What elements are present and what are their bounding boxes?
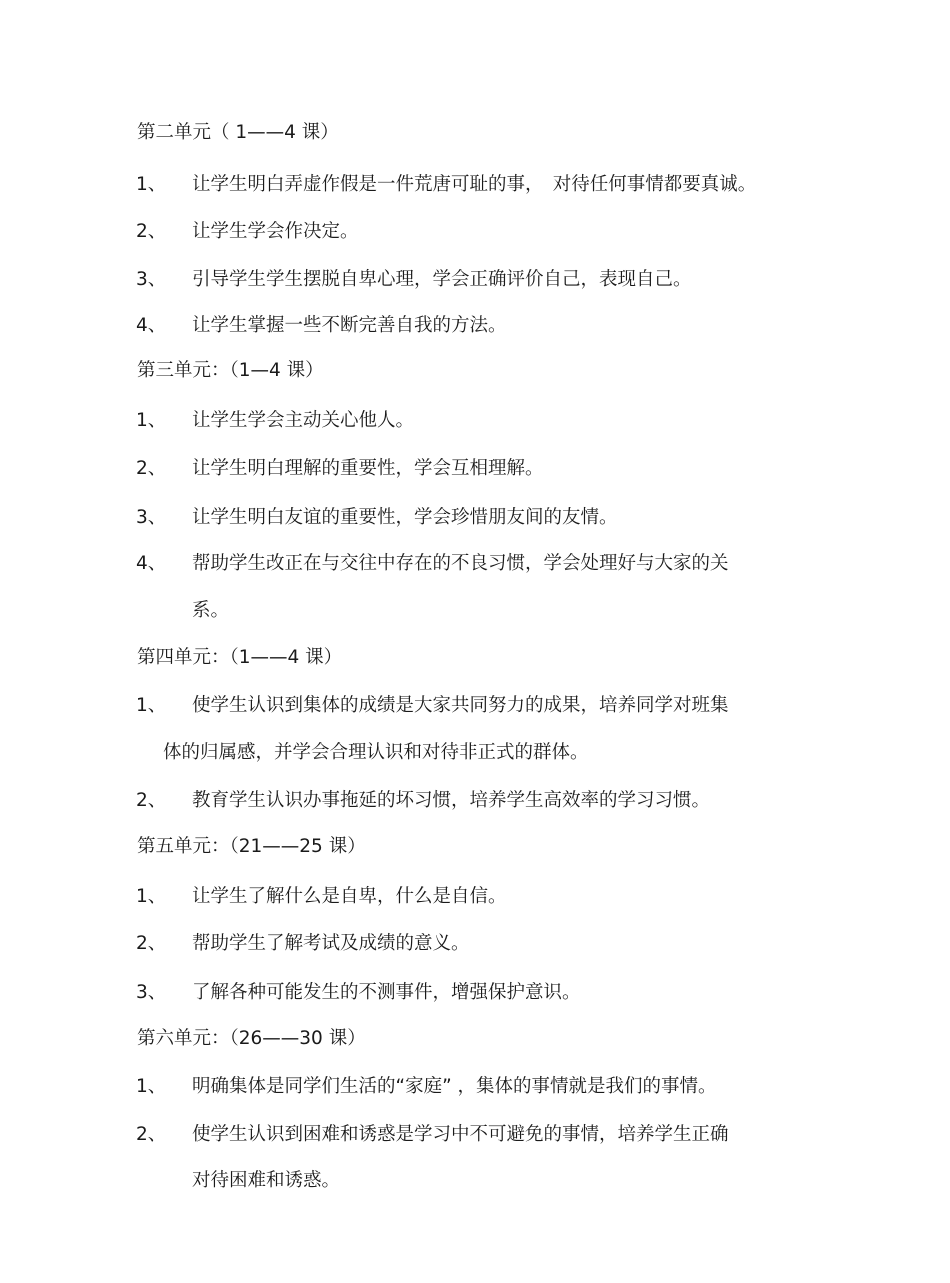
item-text: 明确集体是同学们生活的“家庭” ，集体的事情就是我们的事情。 (192, 1076, 717, 1097)
list-item (0, 691, 950, 721)
list-item (0, 406, 950, 436)
item-text: 使学生认识到困难和诱惑是学习中不可避免的事情，培养学生正确 (192, 1124, 729, 1145)
item-text-continued: 体的归属感，并学会合理认识和对待非正式的群体。 (163, 742, 589, 763)
item-text: 让学生了解什么是自卑，什么是自信。 (192, 886, 507, 907)
item-number: 2、 (136, 1124, 167, 1145)
list-item (0, 1072, 950, 1102)
list-item (0, 1120, 950, 1150)
item-text-continued: 对待困难和诱惑。 (192, 1170, 341, 1191)
item-text: 教育学生认识办事拖延的坏习惯，培养学生高效率的学习习惯。 (192, 790, 711, 811)
list-item (0, 265, 950, 295)
section-heading: 第四单元：（1——4 课） (137, 647, 343, 668)
list-item-continuation (0, 1166, 950, 1196)
list-item-continuation (0, 738, 950, 768)
item-number: 3、 (136, 982, 167, 1003)
item-number: 1、 (136, 695, 167, 716)
item-text: 使学生认识到集体的成绩是大家共同努力的成果，培养同学对班集 (192, 695, 729, 716)
item-number: 3、 (136, 269, 167, 290)
item-number: 2、 (136, 458, 167, 479)
item-text: 让学生学会主动关心他人。 (192, 410, 415, 431)
item-number: 3、 (136, 507, 167, 528)
list-item (0, 978, 950, 1008)
item-number: 1、 (136, 410, 167, 431)
item-number: 2、 (136, 933, 167, 954)
item-number: 1、 (136, 174, 167, 195)
list-item (0, 503, 950, 533)
section-heading: 第五单元：（21——25 课） (137, 836, 366, 857)
item-text: 让学生明白理解的重要性，学会互相理解。 (192, 458, 544, 479)
item-number: 4、 (136, 315, 167, 336)
item-text: 让学生明白友谊的重要性，学会珍惜朋友间的友情。 (192, 507, 618, 528)
list-item-continuation (0, 596, 950, 626)
list-item (0, 786, 950, 816)
item-text: 让学生学会作决定。 (192, 221, 359, 242)
section-heading: 第六单元：（26——30 课） (137, 1028, 366, 1049)
item-number: 1、 (136, 886, 167, 907)
list-item (0, 882, 950, 912)
item-text: 让学生掌握一些不断完善自我的方法。 (192, 315, 507, 336)
item-number: 4、 (136, 553, 167, 574)
item-text: 帮助学生了解考试及成绩的意义。 (192, 933, 470, 954)
list-item (0, 170, 950, 200)
list-item (0, 549, 950, 579)
item-text: 引导学生学生摆脱自卑心理，学会正确评价自己，表现自己。 (192, 269, 692, 290)
item-text: 让学生明白弄虚作假是一件荒唐可耻的事， 对待任何事情都要真诚。 (192, 174, 757, 195)
item-number: 2、 (136, 221, 167, 242)
item-text: 帮助学生改正在与交往中存在的不良习惯，学会处理好与大家的关 (192, 553, 729, 574)
list-item (0, 929, 950, 959)
list-item (0, 311, 950, 341)
list-item (0, 454, 950, 484)
list-item (0, 217, 950, 247)
item-number: 1、 (136, 1076, 167, 1097)
item-text: 了解各种可能发生的不测事件，增强保护意识。 (192, 982, 581, 1003)
section-heading: 第二单元（ 1——4 课） (137, 122, 339, 143)
section-heading: 第三单元：（1—4 课） (137, 360, 324, 381)
item-number: 2、 (136, 790, 167, 811)
item-text-continued: 系。 (192, 600, 230, 621)
